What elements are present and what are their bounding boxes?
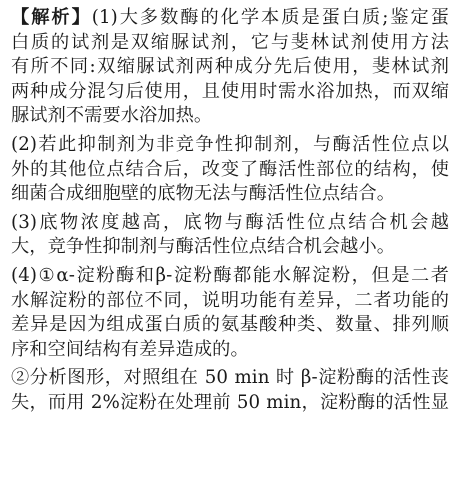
doc-line-1-text: (1)大多数酶的化学本质是蛋白质;鉴定蛋 (91, 7, 449, 28)
doc-line-7: 外的其他位点结合后，改变了酶活性部位的结构，使 (11, 158, 449, 180)
doc-line-6: (2)若此抑制剂为非竞争性抑制剂，与酶活性位点以 (11, 133, 449, 155)
doc-line-10: 大，竞争性抑制剂与酶活性位点结合机会越小。 (11, 236, 396, 258)
doc-line-9: (3)底物浓度越高，底物与酶活性位点结合机会越 (11, 211, 449, 233)
doc-line-2: 白质的试剂是双缩脲试剂，它与斐林试剂使用方法 (11, 31, 449, 53)
doc-line-11: (4)①α-淀粉酶和β-淀粉酶都能水解淀粉，但是二者 (11, 264, 449, 286)
doc-line-16: 失，而用 2%淀粉在处理前 50 min，淀粉酶的活性显 (11, 391, 449, 413)
doc-line-13: 差异是因为组成蛋白质的氨基酸种类、数量、排列顺 (11, 314, 449, 336)
doc-line-1 (11, 6, 449, 31)
doc-line-15: ②分析图形，对照组在 50 min 时 β-淀粉酶的活性丧 (11, 367, 449, 389)
doc-line-3: 有所不同:双缩脲试剂两种成分先后使用，斐林试剂 (11, 56, 449, 78)
analysis-label: 【解析】 (11, 7, 92, 28)
doc-line-5: 脲试剂不需要水浴加热。 (11, 105, 213, 127)
doc-line-14: 序和空间结构有差异造成的。 (11, 338, 249, 360)
doc-line-4: 两种成分混匀后使用，且使用时需水浴加热，而双缩 (11, 80, 449, 102)
doc-line-8: 细菌合成细胞壁的底物无法与酶活性位点结合。 (11, 183, 396, 205)
doc-line-12: 水解淀粉的部位不同，说明功能有差异，二者功能的 (11, 289, 449, 311)
